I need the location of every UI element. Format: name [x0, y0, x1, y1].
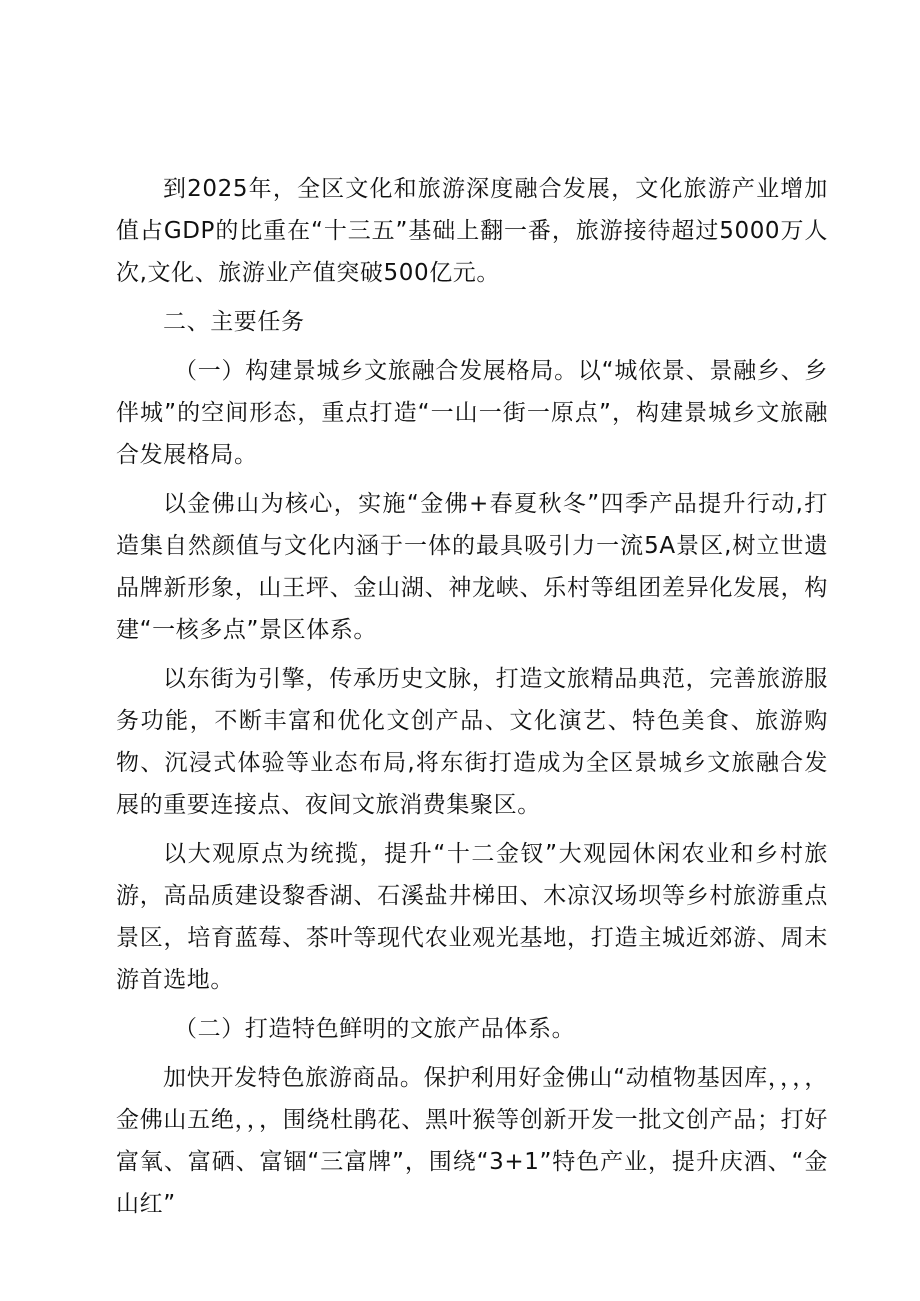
paragraph-jinfoshan: 以金佛山为核心，实施“金佛+春夏秋冬”四季产品提升行动,打造集自然颜值与文化内涵于一体的最具吸引力一流5A景区,树立世遗品牌新形象，山王坪、金山湖、神龙峡、乐村等组团差异化发展，构建“一核多点”景区体系。 — [116, 491, 828, 643]
section-heading-main-tasks: 二、主要任务 — [163, 309, 305, 335]
subheading-product-system: （二）打造特色鲜明的文旅产品体系。 — [174, 1016, 576, 1042]
paragraph-souvenirs: 加快开发特色旅游商品。保护利用好金佛山“动植物基因库，，，，金佛山五绝，，，围绕杜鹃花、黑叶猴等创新开发一批文创产品；打好富氧、富硒、富锢“三富牌”，围绕“3+1”特色产业，提升庆酒、“金山红” — [116, 1065, 828, 1217]
paragraph-dongjie: 以东街为引擎，传承历史文脉，打造文旅精品典范，完善旅游服务功能，不断丰富和优化文创产品、文化演艺、特色美食、旅游购物、沉浸式体验等业态布局,将东街打造成为全区景城乡文旅融合发展的重要连接点、夜间文旅消费集聚区。 — [116, 666, 828, 818]
paragraph-daguan: 以大观原点为统揽，提升“十二金钗”大观园休闲农业和乡村旅游，高品质建设黎香湖、石溪盐井梯田、木凉汉场坝等乡村旅游重点景区，培育蓝莓、茶叶等现代农业观光基地，打造主城近郊游、周末游首选地。 — [116, 841, 828, 993]
subheading-layout: （一）构建景城乡文旅融合发展格局。以“城依景、景融乡、乡伴城”的空间形态，重点打造“一山一街一原点”，构建景城乡文旅融合发展格局。 — [116, 358, 828, 468]
paragraph-goal-2025: 到2025年，全区文化和旅游深度融合发展，文化旅游产业增加值占GDP的比重在“十三五”基础上翻一番，旅游接待超过5000万人次,文化、旅游业产值突破500亿元。 — [116, 176, 828, 286]
document-body — [116, 168, 828, 1225]
